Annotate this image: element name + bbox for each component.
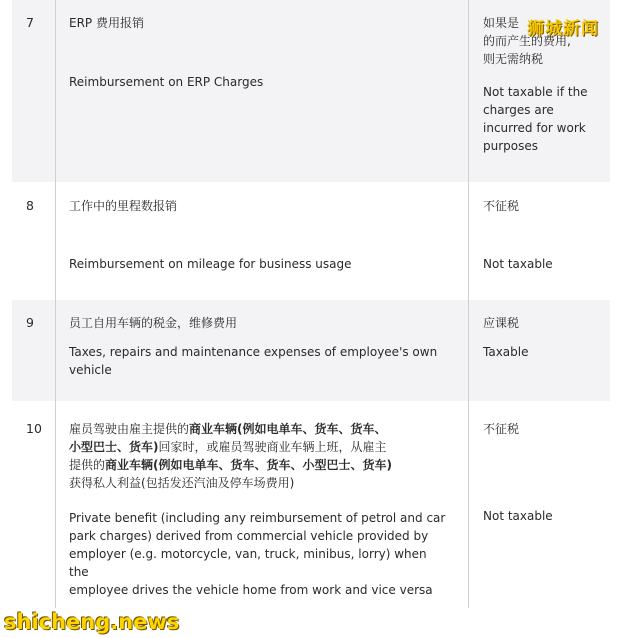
item-english: Reimbursement on mileage for business usage: [69, 257, 352, 271]
item-chinese: 工作中的里程数报销: [69, 199, 178, 213]
column-divider-left: [55, 0, 56, 608]
tax-status-english: Not taxable: [483, 509, 553, 523]
watermark-logo-top: 狮城新闻: [527, 19, 599, 39]
tax-status-chinese: 如果是 的而产生的费用, 则无需纳税: [483, 16, 571, 66]
watermark-logo-bottom: shicheng.news: [4, 610, 180, 634]
zh-line: 提供的商业车辆(例如电单车、货车、货车、小型巴士、货车): [69, 458, 392, 472]
tax-status-chinese: 不征税: [483, 199, 520, 213]
zh-line: 获得私人利益(包括发还汽油及停车场费用): [69, 476, 295, 490]
item-english: Private benefit (including any reimbursement of petrol and car park charges) derived from commercial vehicle provided by employer (e.g. motorcycle, van, truck, minibus, lorry) when the employee drives the vehicle home from work and vice versa: [69, 511, 446, 597]
item-chinese: 员工自用车辆的税金，维修费用: [69, 316, 238, 330]
zh-line: 雇员驾驶由雇主提供的商业车辆(例如电单车、货车、货车、: [69, 422, 387, 436]
tax-status-english: Not taxable: [483, 257, 553, 271]
tax-status-english: Taxable: [483, 345, 529, 359]
row-number: 10: [26, 421, 42, 436]
row-number: 8: [26, 198, 34, 213]
tax-status-chinese: 应课税: [483, 316, 520, 330]
tax-status-english: Not taxable if the charges are incurred for work purposes: [483, 85, 588, 153]
row-number: 9: [26, 315, 34, 330]
row-number: 7: [26, 15, 34, 30]
item-chinese: ERP 费用报销: [69, 16, 144, 30]
item-english: Taxes, repairs and maintenance expenses of employee's own vehicle: [69, 345, 438, 377]
item-english: Reimbursement on ERP Charges: [69, 75, 264, 89]
zh-line: 小型巴士、货车)回家时，或雇员驾驶商业车辆上班，从雇主: [69, 440, 387, 454]
column-divider-right: [468, 0, 469, 608]
item-chinese: [69, 420, 449, 492]
tax-status-chinese: 不征税: [483, 422, 520, 436]
